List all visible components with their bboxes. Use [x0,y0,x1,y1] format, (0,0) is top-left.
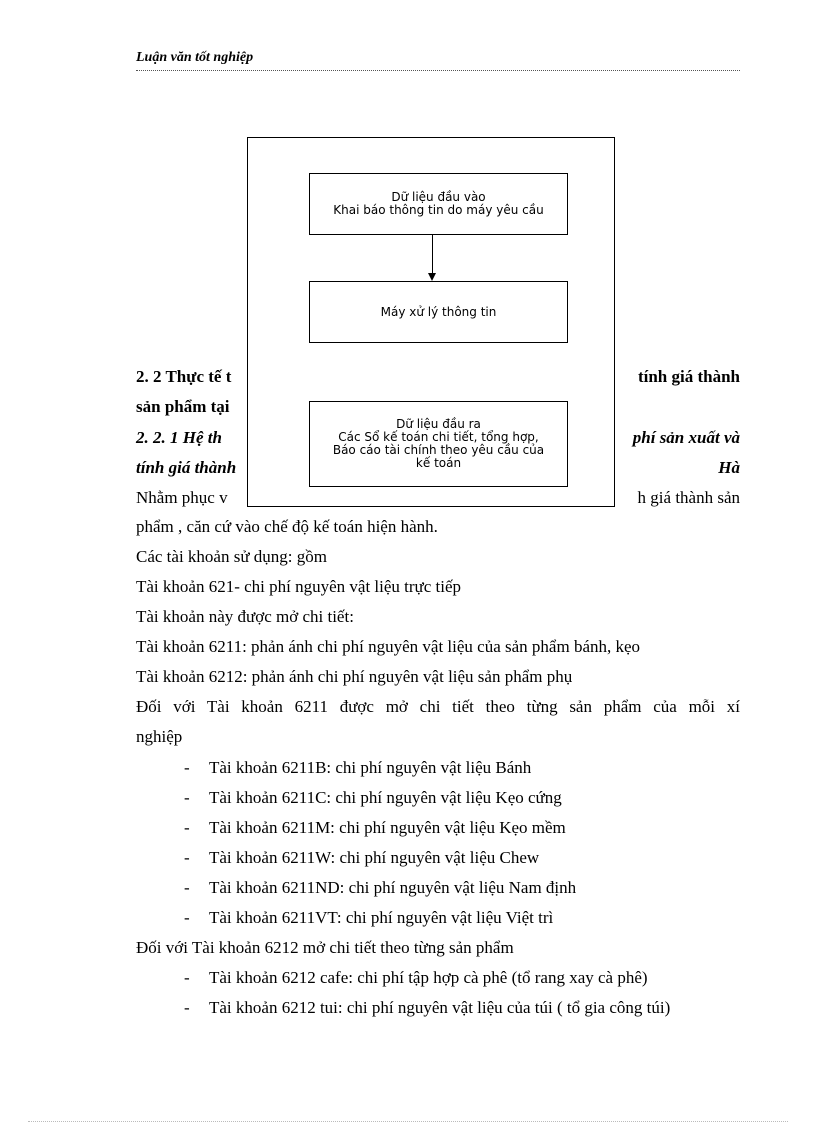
list-item-text: Tài khoản 6211C: chi phí nguyên vật liệu Kẹo cứng [209,788,562,807]
output-data-line: Các Sổ kế toán chi tiết, tổng hợp, [338,430,539,444]
bullet-dash: - [184,968,190,987]
input-data-title: Dữ liệu đầu vào [391,190,486,204]
output-data-box [309,401,568,487]
output-data-line: kế toán [415,456,462,470]
list-item-text: Tài khoản 6211B: chi phí nguyên vật liệu Bánh [209,758,532,777]
page-header [136,50,740,71]
list-item [184,817,566,839]
list-item [184,757,531,779]
text-line: nghiệp [136,727,183,746]
bullet-dash: - [184,758,190,777]
output-data-title: Dữ liệu đầu ra [396,417,481,431]
list-item [184,907,553,929]
section-2-2-line2: sản phẩm tại [136,397,230,416]
list-item-text: Tài khoản 6212 tui: chi phí nguyên vật liệu của túi ( tổ gia công túi) [209,998,671,1017]
text-line: Tài khoản này được mở chi tiết: [136,607,354,626]
paragraph-1-left: Nhằm phục v [136,488,228,507]
bullet-dash: - [184,878,190,897]
section-2-2-1-left: 2. 2. 1 Hệ th [136,428,222,447]
bullet-dash: - [184,908,190,927]
list-item-text: Tài khoản 6211M: chi phí nguyên vật liệu Kẹo mềm [209,818,566,837]
list-item-text: Tài khoản 6211W: chi phí nguyên vật liệu Chew [209,848,540,867]
process-label: Máy xử lý thông tin [380,304,497,319]
text-line: Đối với Tài khoản 6212 mở chi tiết theo từng sản phẩm [136,938,514,957]
list-item [184,847,539,869]
paragraph-1-right: h giá thành sản [637,488,740,507]
arrow-down-icon [428,273,436,281]
footer-rule [28,1121,788,1122]
input-data-box [309,173,568,235]
bullet-dash: - [184,788,190,807]
list-item-text: Tài khoản 6211VT: chi phí nguyên vật liệu Việt trì [209,908,554,927]
section-2-2-left: 2. 2 Thực tế t [136,367,232,386]
text-line: Tài khoản 621- chi phí nguyên vật liệu trực tiếp [136,577,462,596]
text-line: Các tài khoản sử dụng: gồm [136,547,327,566]
process-box [309,281,568,343]
flowchart [247,137,615,507]
section-2-2-1-right: phí sản xuất và [632,428,740,447]
output-data-line: Báo cáo tài chính theo yêu cầu của [332,443,545,457]
text-line: Tài khoản 6211: phản ánh chi phí nguyên vật liệu của sản phẩm bánh, kẹo [136,637,641,656]
list-item [184,787,562,809]
list-item-text: Tài khoản 6212 cafe: chi phí tập hợp cà phê (tổ rang xay cà phê) [209,968,648,987]
bullet-dash: - [184,998,190,1017]
bullet-dash: - [184,848,190,867]
text-line: Đối với Tài khoản 6211 được mở chi tiết theo từng sản phẩm của mỗi xí [136,697,740,716]
section-2-2-1-left2: tính giá thành [136,458,237,477]
list-item [184,997,670,1019]
list-item [184,877,576,899]
text-line: Tài khoản 6212: phản ánh chi phí nguyên vật liệu sản phẩm phụ [136,667,573,686]
list-item-text: Tài khoản 6211ND: chi phí nguyên vật liệu Nam định [209,878,577,897]
paragraph-1-line2: phẩm , căn cứ vào chế độ kế toán hiện hành. [136,517,438,536]
list-item [184,967,648,989]
section-2-2-1-right2: Hà [718,458,740,477]
arrow-line [432,235,433,273]
section-2-2-right: tính giá thành [637,367,740,386]
bullet-dash: - [184,818,190,837]
header-title: Luận văn tốt nghiệp [136,50,254,65]
input-data-desc: Khai báo thông tin do máy yêu cầu [333,203,544,217]
